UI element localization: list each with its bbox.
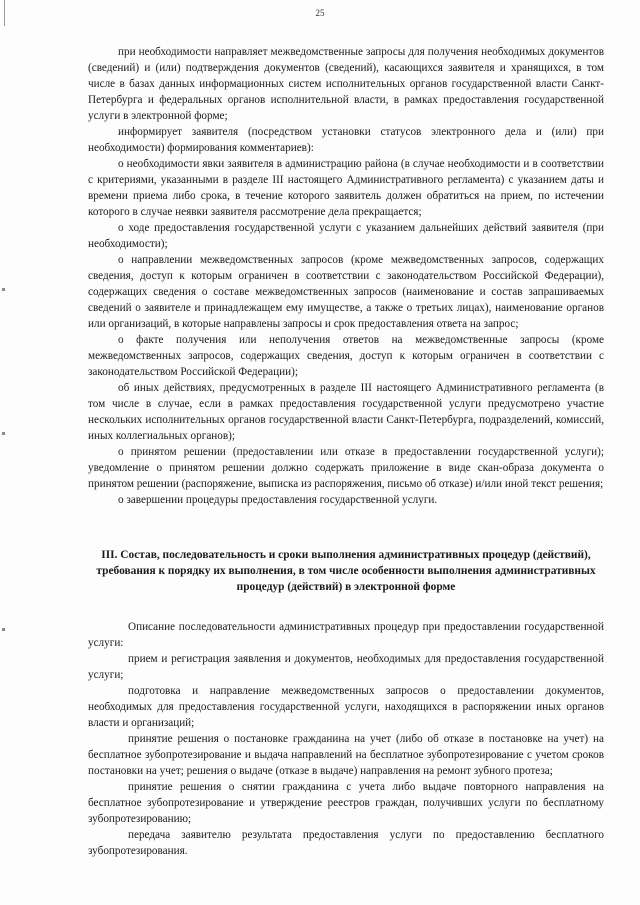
paragraph: прием и регистрация заявления и документов, необходимых для предоставления государственной услуги;: [88, 653, 604, 681]
section-heading: III. Состав, последовательность и сроки выполнения административных процедур (действий), требования к порядку их выполнения, в том числе особенности выполнения административных процедур (действий) в электронной форме: [96, 549, 596, 593]
paragraph: о факте получения или неполучения ответов на межведомственные запросы (кроме межведомственных запросов, содержащих сведения, доступ к которым ограничен в соответствии с законодательством Российской Федерации);: [88, 334, 604, 378]
paragraph: о направлении межведомственных запросов (кроме межведомственных запросов, содержащих сведения, доступ к которым ограничен в соответствии с законодательством Российской Федерации), содержащих сведения о составе межведомственных запросов (наименование и состав запрашиваемых сведений о заявителе и принадлежащем ему имуществе, а также о третьих лицах), наименование органов или организаций, в которые направлены запросы и срок предоставления ответа на запрос;: [88, 254, 604, 330]
paragraph: при необходимости направляет межведомственные запросы для получения необходимых документов (сведений) и (или) подтверждения документов (сведений), касающихся заявителя и хранящихся, в том числе в базах данных информационных систем исполнительных органов государственной власти Санкт-Петербурга и федеральных органов исполнительной власти, в рамках предоставления государственной услуги в электронной форме;: [88, 46, 604, 122]
paragraph: Описание последовательности административных процедур при предоставлении государственной услуги:: [88, 621, 604, 649]
paragraph: подготовка и направление межведомственных запросов о предоставлении документов, необходимых для предоставления государственной услуги, находящихся в распоряжении иных органов власти и организаций;: [88, 685, 604, 729]
page-number: 25: [315, 8, 325, 18]
paragraph: информирует заявителя (посредством установки статусов электронного дела и (или) при необходимости) формирования комментариев):: [88, 126, 604, 154]
paragraph: принятие решения о снятии гражданина с учета либо выдаче повторного направления на бесплатное зубопротезирование и утверждение реестров граждан, получивших услуги по бесплатному зубопротезированию;: [88, 781, 604, 825]
paragraph: о необходимости явки заявителя в администрацию района (в случае необходимости и в соответствии с критериями, указанными в разделе III настоящего Административного регламента) с указанием даты и времени приема либо срока, в течение которого заявитель должен обратиться на прием, по истечении которого в случае неявки заявителя рассмотрение дела прекращается;: [88, 158, 604, 218]
scan-artifact: [2, 628, 5, 631]
scan-artifact: [2, 432, 5, 435]
paragraph: о принятом решении (предоставлении или отказе в предоставлении государственной услуги); уведомление о принятом решении должно содержать приложение в виде скан-образа документа о принятом решении (распоряжение, выписка из распоряжения, письмо об отказе) и/или иной текст решения;: [88, 446, 604, 490]
paragraph: о ходе предоставления государственной услуги с указанием дальнейших действий заявителя (при необходимости);: [88, 222, 604, 250]
spacer: [88, 508, 604, 524]
paragraph: о завершении процедуры предоставления государственной услуги.: [118, 494, 438, 506]
paragraph: передача заявителю результата предоставления услуги по предоставлению бесплатного зубопротезирования.: [88, 829, 604, 857]
scan-artifact: [2, 288, 5, 291]
paragraph: принятие решения о постановке гражданина на учет (либо об отказе в постановке на учет) на бесплатное зубопротезирование и выдача направлений на бесплатное зубопротезирование с учетом сроков постановки на учет; решения о выдаче (отказе в выдаче) направления на ремонт зубного протеза;: [88, 733, 604, 777]
paragraph: об иных действиях, предусмотренных в разделе III настоящего Административного регламента (в том числе в случае, если в рамках предоставления государственной услуги предусмотрено участие нескольких исполнительных органов государственной власти Санкт-Петербурга, подразделений, комиссий, иных коллегиальных органов);: [88, 382, 604, 442]
document-body: [88, 44, 604, 859]
